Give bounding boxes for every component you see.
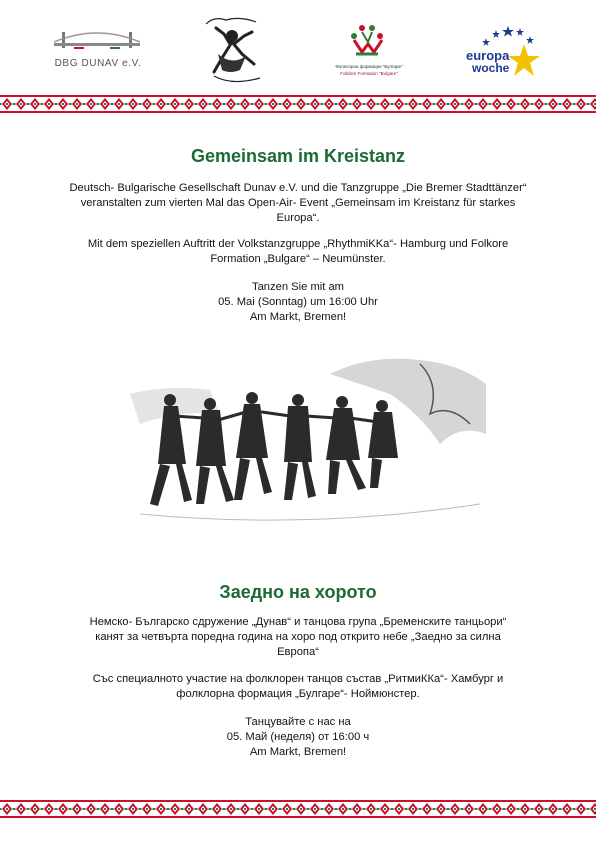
- folk-figures-icon: [328, 22, 410, 62]
- bulgarian-date-paragraph: [52, 715, 544, 760]
- bulgarian-guest-paragraph: [52, 672, 544, 702]
- dbg-logo-text: DBG DUNAV e.V.: [54, 58, 142, 69]
- woche-logo-word: woche: [472, 61, 510, 75]
- folklore-formation-bulgare-logo: [328, 22, 410, 80]
- bulgarian-intro-line: Немско- Българско сдружение „Дунав“ и танцова група „Бременските танцьори“: [89, 616, 507, 628]
- bulgarian-date-line: 05. Май (неделя) от 16:00 ч: [226, 731, 370, 743]
- bridge-icon: [54, 28, 140, 50]
- dancer-silhouette-icon: [200, 14, 266, 86]
- bulgarian-guest-line: Със специалното участие на фолклорен танцов състав „РитмиККа“- Хамбург и: [92, 673, 504, 685]
- german-date-paragraph: [52, 280, 544, 325]
- folk-logo-line-bg: Фолклорна формация "Булгаре": [335, 64, 403, 69]
- german-guest-paragraph: [52, 237, 544, 267]
- bulgarian-title: Заедно на хорото: [219, 582, 377, 602]
- folk-logo-line-de: Folklore Formation "Bulgare": [340, 71, 398, 76]
- bulgarian-intro-line: Европа“: [277, 646, 319, 658]
- bulgarian-invite-line: Танцувайте с нас на: [245, 716, 351, 728]
- german-date-line: 05. Mai (Sonntag) um 16:00 Uhr: [218, 296, 378, 308]
- bulgarian-guest-line: фолклорна формация „Булгаре“- Ноймюнстер.: [176, 688, 420, 700]
- embroidery-border-top: [0, 95, 596, 113]
- german-intro-line: veranstalten zum vierten Mal das Open-Air- Event „Gemeinsam im Kreistanz für starkes: [80, 197, 516, 209]
- embroidery-border-bottom: [0, 800, 596, 818]
- bulgarian-intro-paragraph: [52, 615, 544, 660]
- folk-dancers-illustration: [130, 354, 490, 530]
- german-guest-line: Mit dem speziellen Auftritt der Volkstanzgruppe „RhythmiKKa“- Hamburg und Folkore: [87, 238, 509, 250]
- german-location-line: Am Markt, Bremen!: [249, 311, 347, 323]
- german-title: Gemeinsam im Kreistanz: [190, 146, 406, 166]
- rhythmikka-logo: [200, 14, 266, 86]
- dbg-dunav-logo: [48, 26, 148, 70]
- europa-logo-word: europa: [466, 48, 510, 63]
- bulgarian-intro-line: канят за четвърта поредна година на хоро под открито небе „Заедно за силна: [95, 631, 501, 643]
- german-guest-line: Formation „Bulgare“ – Neumünster.: [210, 253, 386, 265]
- german-invite-line: Tanzen Sie mit am: [251, 281, 345, 293]
- europa-stars-icon: [462, 22, 546, 80]
- europawoche-logo: [462, 22, 546, 80]
- logo-header: [0, 0, 596, 92]
- bulgarian-location-line: Am Markt, Bremen!: [249, 746, 347, 758]
- german-intro-line: Deutsch- Bulgarische Gesellschaft Dunav e.V. und die Tanzgruppe „Die Bremer Stadttänzer“: [69, 182, 527, 194]
- german-intro-line: Europa“.: [276, 212, 320, 224]
- german-intro-paragraph: [52, 181, 544, 226]
